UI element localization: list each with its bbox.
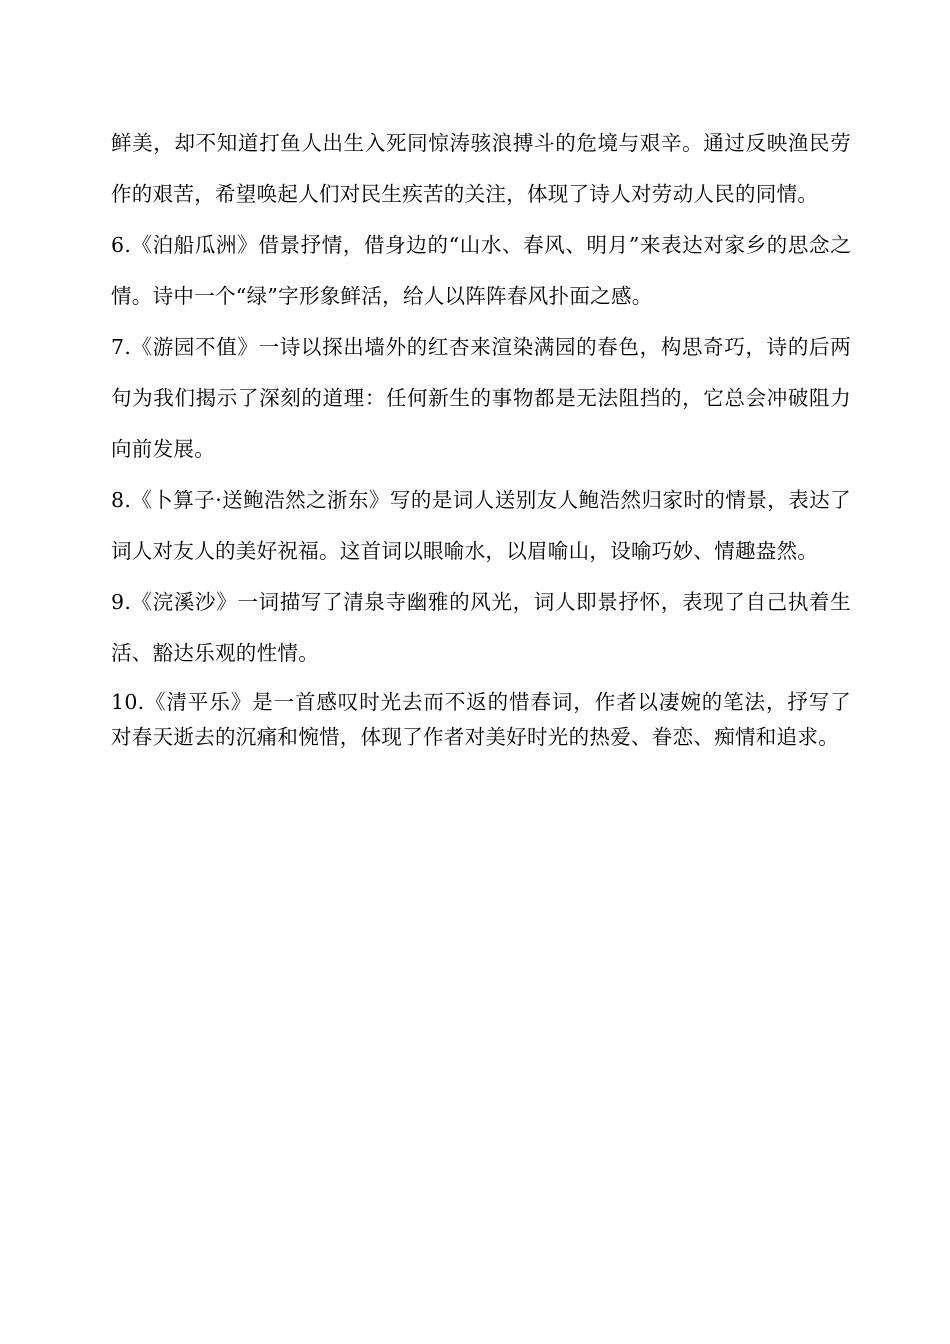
paragraph-5-continuation: 鲜美，却不知道打鱼人出生入死同惊涛骇浪搏斗的危境与艰辛。通过反映渔民劳作的艰苦，希望唤起人们对民生疾苦的关注，体现了诗人对劳动人民的同情。 <box>111 131 851 206</box>
paragraph-8: 8.《卜算子·送鲍浩然之浙东》写的是词人送别友人鲍浩然归家时的情景，表达了词人对友人的美好祝福。这首词以眼喻水，以眉喻山，设喻巧妙、情趣盎然。 <box>111 488 851 563</box>
paragraph-9: 9.《浣溪沙》一词描写了清泉寺幽雅的风光，词人即景抒怀，表现了自己执着生活、豁达乐观的性情。 <box>111 590 851 665</box>
document-body <box>111 118 851 755</box>
paragraph-10: 10.《清平乐》是一首感叹时光去而不返的惜春词，作者以凄婉的笔法，抒写了对春天逝去的沉痛和惋惜，体现了作者对美好时光的热爱、眷恋、痴情和追求。 <box>111 690 851 749</box>
paragraph-6: 6.《泊船瓜洲》借景抒情，借身边的“山水、春风、明月”来表达对家乡的思念之情。诗中一个“绿”字形象鲜活，给人以阵阵春风扑面之感。 <box>111 233 851 308</box>
paragraph-7: 7.《游园不值》一诗以探出墙外的红杏来渲染满园的春色，构思奇巧，诗的后两句为我们揭示了深刻的道理：任何新生的事物都是无法阻挡的，它总会冲破阻力向前发展。 <box>111 335 851 461</box>
